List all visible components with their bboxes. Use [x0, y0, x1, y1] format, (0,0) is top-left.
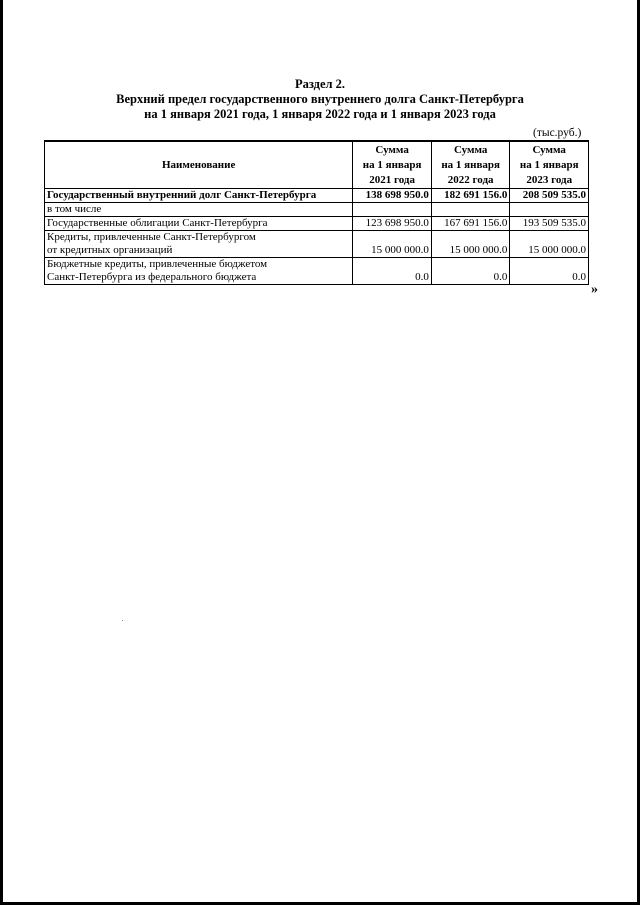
row-name-line: Кредиты, привлеченные Санкт-Петербургом [47, 231, 256, 243]
row-value-2022 [431, 203, 510, 217]
header-2023 [510, 141, 589, 189]
header-2022-line: на 1 января [441, 158, 500, 171]
row-value-2023 [510, 203, 589, 217]
row-name: Государственный внутренний долг Санкт-Петербурга [45, 189, 353, 203]
header-2022 [431, 141, 510, 189]
table-row-bonds [45, 217, 589, 231]
header-2021-line: на 1 января [362, 158, 422, 171]
header-2023-line: на 1 января [519, 158, 579, 171]
table-header-row [45, 141, 589, 189]
section-heading [0, 77, 640, 122]
row-name [45, 258, 353, 285]
header-2021-line: 2021 года [369, 173, 415, 186]
row-name [45, 231, 353, 258]
row-value-2021: 0.0 [353, 258, 432, 285]
header-2021 [353, 141, 432, 189]
closing-quote-mark: » [591, 282, 598, 297]
section-number: Раздел 2. [294, 77, 346, 91]
header-2022-line: 2022 года [447, 173, 494, 186]
row-value-2023: 193 509 535.0 [510, 217, 589, 231]
row-value-2023: 15 000 000.0 [510, 231, 589, 258]
units-label: (тыс.руб.) [533, 127, 582, 139]
table-row-bank-credits [45, 231, 589, 258]
table-row-total-debt [45, 189, 589, 203]
header-2022-line: Сумма [453, 143, 488, 156]
row-value-2022: 182 691 156.0 [431, 189, 510, 203]
scan-speck [122, 620, 123, 621]
row-value-2021: 15 000 000.0 [353, 231, 432, 258]
row-value-2021 [353, 203, 432, 217]
row-name-line: Санкт-Петербурга из федерального бюджета [47, 271, 257, 283]
section-title-line-1: Верхний предел государственного внутреннего долга Санкт-Петербурга [116, 92, 524, 106]
table-row-including [45, 203, 589, 217]
row-name: Государственные облигации Санкт-Петербурга [45, 217, 353, 231]
header-2023-line: 2023 года [526, 173, 573, 186]
row-value-2022: 0.0 [431, 258, 510, 285]
header-2023-line: Сумма [532, 143, 566, 156]
debt-table [44, 140, 589, 285]
row-name: в том числе [45, 203, 353, 217]
row-value-2021: 123 698 950.0 [353, 217, 432, 231]
header-2021-line: Сумма [375, 143, 409, 156]
section-title-line-2: на 1 января 2021 года, 1 января 2022 года и 1 января 2023 года [144, 107, 496, 121]
header-name: Наименование [45, 141, 353, 189]
table-row-budget-credits [45, 258, 589, 285]
row-name-line: от кредитных организаций [47, 244, 173, 256]
row-name-line: Бюджетные кредиты, привлеченные бюджетом [47, 258, 268, 270]
row-value-2021: 138 698 950.0 [353, 189, 432, 203]
row-value-2023: 208 509 535.0 [510, 189, 589, 203]
row-value-2022: 167 691 156.0 [431, 217, 510, 231]
row-value-2022: 15 000 000.0 [431, 231, 510, 258]
row-value-2023: 0.0 [510, 258, 589, 285]
